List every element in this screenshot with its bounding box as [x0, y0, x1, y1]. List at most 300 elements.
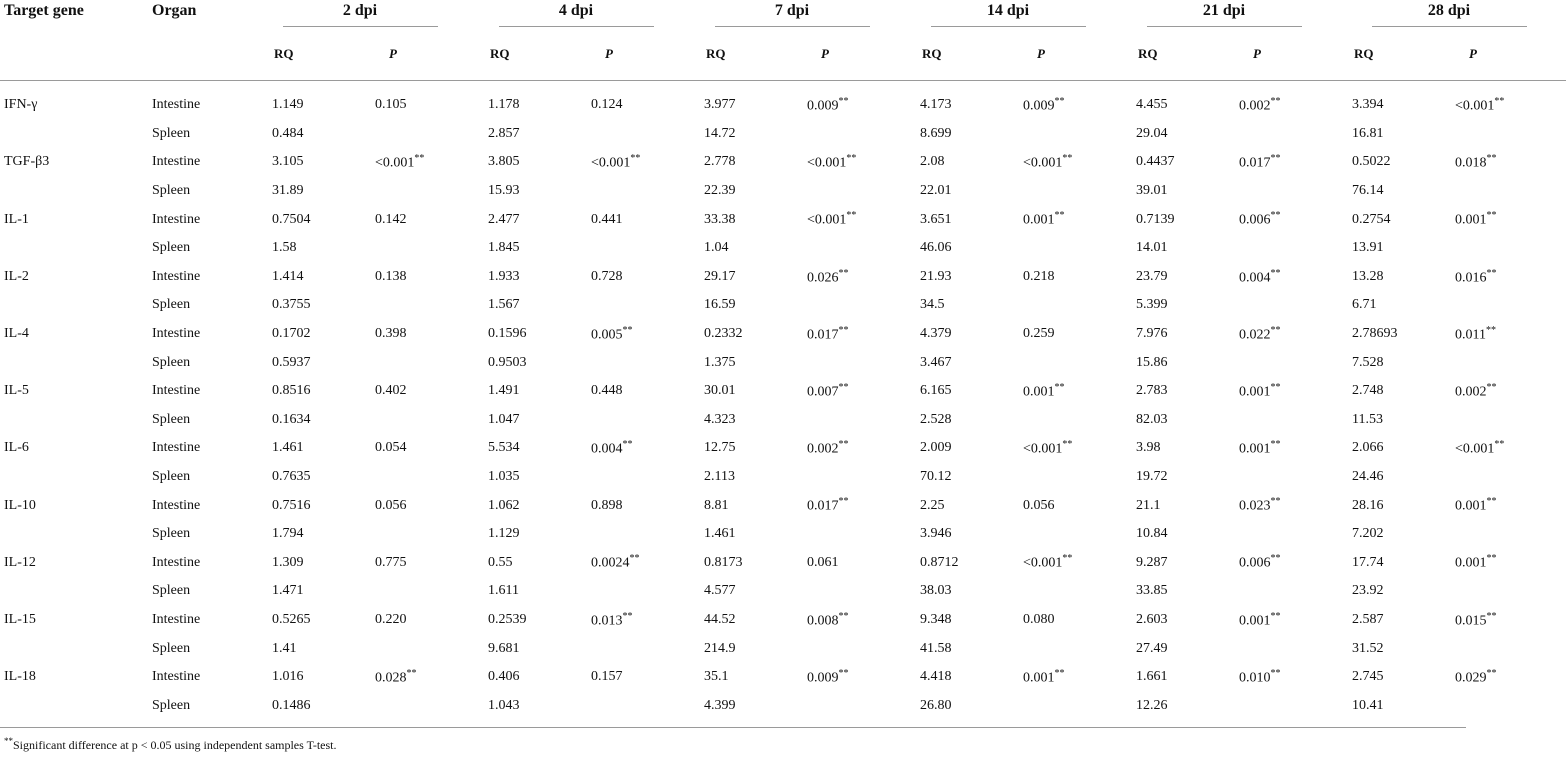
cell-target-gene: IL-12: [4, 554, 36, 570]
cell-rq-value: 2.25: [920, 497, 945, 513]
cell-p-value: [585, 348, 684, 377]
table-row: [0, 406, 1566, 435]
cell-organ: Spleen: [152, 240, 191, 256]
cell-p-value: [1233, 577, 1332, 606]
cell-rq-value: 28.16: [1352, 497, 1384, 513]
header-rq: RQ: [274, 46, 294, 61]
cell-p-value: 0.001**: [1455, 496, 1497, 514]
cell-p-value: 0.259: [1023, 326, 1055, 342]
cell-p-value: 0.728: [591, 268, 623, 284]
cell-rq-value: 0.5022: [1352, 154, 1391, 170]
cell-rq-value: 12.75: [704, 440, 736, 456]
cell-p-value: [1233, 177, 1332, 206]
cell-p-value: 0.220: [375, 611, 407, 627]
cell-p-value: [1233, 120, 1332, 149]
cell-rq-value: 1.567: [488, 297, 520, 313]
cell-rq-value: 2.477: [488, 211, 520, 227]
cell-p-value: [1449, 291, 1566, 320]
header-p: P: [389, 46, 397, 61]
cell-target-gene: IL-10: [4, 497, 36, 513]
cell-organ: Spleen: [152, 354, 191, 370]
cell-p-value: [1233, 691, 1332, 720]
cell-target-gene: [0, 348, 152, 377]
cell-organ: Spleen: [152, 183, 191, 199]
cell-rq-value: 29.17: [704, 268, 736, 284]
cell-p-value: [369, 463, 468, 492]
cell-p-value: [369, 291, 468, 320]
table-row: [0, 463, 1566, 492]
table-row: [0, 348, 1566, 377]
table-row: [0, 320, 1566, 349]
cell-rq-value: 1.375: [704, 354, 736, 370]
cell-p-value: [1017, 691, 1116, 720]
table-row: [0, 205, 1566, 234]
cell-rq-value: 19.72: [1136, 469, 1168, 485]
cell-rq-value: 12.26: [1136, 697, 1168, 713]
cell-organ: Spleen: [152, 411, 191, 427]
cell-target-gene: [0, 291, 152, 320]
cell-p-value: [1017, 577, 1116, 606]
cell-p-value: [369, 520, 468, 549]
cell-p-value: [585, 463, 684, 492]
cell-p-value: <0.001**: [1455, 439, 1505, 457]
cell-target-gene: IL-4: [4, 326, 29, 342]
cell-p-value: 0.008**: [807, 610, 849, 629]
header-timepoint: 2 dpi: [252, 0, 468, 32]
cell-rq-value: 1.461: [272, 440, 304, 456]
header-rq: RQ: [706, 46, 726, 61]
cell-p-value: <0.001**: [1023, 439, 1073, 457]
cell-organ: Intestine: [152, 383, 201, 399]
cell-organ: Spleen: [152, 697, 191, 713]
cell-rq-value: 0.8516: [272, 383, 311, 399]
cell-p-value: [801, 634, 900, 663]
header-rq: RQ: [1138, 46, 1158, 61]
cell-p-value: [1233, 520, 1332, 549]
cell-p-value: 0.002**: [1239, 95, 1281, 114]
header-p: P: [1253, 46, 1261, 61]
cell-p-value: <0.001**: [807, 210, 857, 228]
cell-p-value: [585, 577, 684, 606]
cell-rq-value: 0.9503: [488, 354, 527, 370]
cell-target-gene: [0, 463, 152, 492]
table-row: [0, 691, 1566, 720]
cell-rq-value: 0.406: [488, 669, 520, 685]
cell-p-value: 0.138: [375, 268, 407, 284]
cell-organ: Intestine: [152, 268, 201, 284]
cell-rq-value: 1.611: [488, 583, 519, 599]
cell-rq-value: 4.379: [920, 326, 952, 342]
table-row: [0, 234, 1566, 263]
cell-p-value: [1017, 348, 1116, 377]
cell-p-value: 0.002**: [807, 439, 849, 457]
cell-rq-value: 2.783: [1136, 383, 1168, 399]
cell-p-value: [1017, 520, 1116, 549]
cell-rq-value: 46.06: [920, 240, 952, 256]
table-row: [0, 377, 1566, 406]
cell-target-gene: IL-18: [4, 669, 36, 685]
cell-p-value: 0.004**: [591, 439, 633, 457]
table-row: [0, 291, 1566, 320]
cell-p-value: 0.142: [375, 211, 407, 227]
cell-p-value: 0.218: [1023, 268, 1055, 284]
cell-organ: Intestine: [152, 326, 201, 342]
cell-p-value: 0.013**: [591, 610, 633, 629]
cell-p-value: [1449, 348, 1566, 377]
cell-organ: Spleen: [152, 640, 191, 656]
cell-p-value: [1017, 463, 1116, 492]
header-p: P: [605, 46, 613, 61]
header-timepoint: 21 dpi: [1116, 0, 1332, 32]
cell-p-value: [1017, 634, 1116, 663]
cell-rq-value: 2.778: [704, 154, 736, 170]
cell-rq-value: 31.89: [272, 183, 304, 199]
cell-rq-value: 0.4437: [1136, 154, 1175, 170]
cell-rq-value: 3.805: [488, 154, 520, 170]
cell-p-value: 0.001**: [1023, 210, 1065, 228]
cell-p-value: [801, 234, 900, 263]
cell-rq-value: 9.287: [1136, 554, 1168, 570]
cell-rq-value: 15.86: [1136, 354, 1168, 370]
cell-rq-value: 0.8173: [704, 554, 743, 570]
cell-rq-value: 22.01: [920, 183, 952, 199]
cell-rq-value: 1.178: [488, 97, 520, 113]
cell-rq-value: 0.8712: [920, 554, 959, 570]
cell-p-value: 0.002**: [1455, 381, 1497, 400]
cell-rq-value: 1.04: [704, 240, 729, 256]
cell-p-value: 0.441: [591, 211, 623, 227]
header-timepoint: 28 dpi: [1332, 0, 1566, 32]
cell-p-value: [801, 291, 900, 320]
cell-rq-value: 34.5: [920, 297, 945, 313]
cell-rq-value: 2.113: [704, 469, 735, 485]
header-target-gene: Target gene: [4, 2, 84, 19]
cell-p-value: 0.022**: [1239, 324, 1281, 343]
cell-rq-value: 0.7139: [1136, 211, 1175, 227]
cell-rq-value: 14.72: [704, 125, 736, 141]
cell-rq-value: 0.3755: [272, 297, 311, 313]
cell-p-value: [1233, 634, 1332, 663]
header-p: P: [1469, 46, 1477, 61]
cell-rq-value: 5.399: [1136, 297, 1168, 313]
cell-p-value: [369, 406, 468, 435]
cell-rq-value: 0.7635: [272, 469, 311, 485]
cell-rq-value: 1.062: [488, 497, 520, 513]
cell-rq-value: 17.74: [1352, 554, 1384, 570]
cell-organ: Spleen: [152, 125, 191, 141]
cell-p-value: 0.007**: [807, 381, 849, 400]
cell-p-value: [801, 120, 900, 149]
cell-p-value: [1449, 234, 1566, 263]
table-row: [0, 634, 1566, 663]
cell-p-value: 0.001**: [1239, 610, 1281, 629]
cell-organ: Intestine: [152, 554, 201, 570]
cell-p-value: 0.009**: [1023, 95, 1065, 114]
cell-p-value: [1233, 291, 1332, 320]
cell-organ: Spleen: [152, 526, 191, 542]
cell-rq-value: 1.933: [488, 268, 520, 284]
cell-rq-value: 2.528: [920, 411, 952, 427]
cell-rq-value: 2.009: [920, 440, 952, 456]
table-row: [0, 577, 1566, 606]
cell-rq-value: 82.03: [1136, 411, 1168, 427]
table-row: [0, 263, 1566, 292]
cell-p-value: [1233, 348, 1332, 377]
footnote-text: Significant difference at p < 0.05 using independent samples T-test.: [13, 738, 337, 752]
cell-rq-value: 38.03: [920, 583, 952, 599]
cell-rq-value: 4.399: [704, 697, 736, 713]
cell-target-gene: TGF-β3: [4, 154, 50, 170]
cell-rq-value: 26.80: [920, 697, 952, 713]
cell-target-gene: [0, 691, 152, 720]
cell-p-value: [369, 348, 468, 377]
cell-rq-value: 3.977: [704, 97, 736, 113]
cell-rq-value: 0.55: [488, 554, 513, 570]
cell-rq-value: 31.52: [1352, 640, 1384, 656]
cell-rq-value: 0.1486: [272, 697, 311, 713]
header-timepoint: 4 dpi: [468, 0, 684, 32]
cell-p-value: 0.026**: [807, 267, 849, 286]
cell-p-value: [585, 234, 684, 263]
cell-p-value: [369, 177, 468, 206]
cell-rq-value: 1.309: [272, 554, 304, 570]
cell-rq-value: 1.414: [272, 268, 304, 284]
cell-rq-value: 1.41: [272, 640, 297, 656]
cell-p-value: 0.006**: [1239, 553, 1281, 572]
cell-rq-value: 44.52: [704, 611, 736, 627]
cell-p-value: 0.016**: [1455, 267, 1497, 286]
cell-organ: Intestine: [152, 440, 201, 456]
cell-rq-value: 13.28: [1352, 268, 1384, 284]
cell-organ: Intestine: [152, 611, 201, 627]
cell-p-value: 0.017**: [1239, 153, 1281, 171]
cell-rq-value: 1.491: [488, 383, 520, 399]
cell-rq-value: 1.047: [488, 411, 520, 427]
cell-rq-value: 5.534: [488, 440, 520, 456]
cell-p-value: [1449, 520, 1566, 549]
cell-p-value: 0.080: [1023, 611, 1055, 627]
table-row: [0, 606, 1566, 635]
cell-target-gene: IFN-γ: [4, 97, 38, 113]
cell-p-value: [1449, 177, 1566, 206]
cell-p-value: 0.448: [591, 383, 623, 399]
cell-p-value: [1449, 634, 1566, 663]
cell-rq-value: 3.98: [1136, 440, 1161, 456]
cell-p-value: [369, 634, 468, 663]
cell-target-gene: [0, 520, 152, 549]
footnote-mark: **: [4, 736, 13, 746]
cell-rq-value: 35.1: [704, 669, 729, 685]
cell-p-value: [585, 120, 684, 149]
cell-organ: Spleen: [152, 297, 191, 313]
cell-p-value: [1017, 234, 1116, 263]
cell-rq-value: 1.035: [488, 469, 520, 485]
cell-p-value: 0.124: [591, 97, 623, 113]
header-p: P: [821, 46, 829, 61]
cell-rq-value: 1.129: [488, 526, 520, 542]
cell-target-gene: [0, 234, 152, 263]
cell-p-value: 0.009**: [807, 667, 849, 686]
cell-rq-value: 8.81: [704, 497, 729, 513]
cell-organ: Spleen: [152, 583, 191, 599]
cell-rq-value: 27.49: [1136, 640, 1168, 656]
cell-p-value: [801, 577, 900, 606]
cell-rq-value: 4.323: [704, 411, 736, 427]
cell-p-value: [585, 691, 684, 720]
cell-organ: Intestine: [152, 97, 201, 113]
cell-p-value: <0.001**: [1023, 153, 1073, 171]
cell-rq-value: 2.745: [1352, 669, 1384, 685]
cell-p-value: [801, 406, 900, 435]
cell-rq-value: 9.681: [488, 640, 520, 656]
cell-rq-value: 0.2332: [704, 326, 743, 342]
cell-rq-value: 0.7504: [272, 211, 311, 227]
cell-rq-value: 4.577: [704, 583, 736, 599]
cell-p-value: 0.006**: [1239, 210, 1281, 228]
cell-rq-value: 9.348: [920, 611, 952, 627]
cell-p-value: 0.056: [1023, 497, 1055, 513]
cell-p-value: [585, 520, 684, 549]
cell-organ: Intestine: [152, 154, 201, 170]
table-row: [0, 177, 1566, 206]
table-row: [0, 148, 1566, 177]
cell-rq-value: 21.93: [920, 268, 952, 284]
cell-p-value: 0.029**: [1455, 667, 1497, 686]
cell-p-value: [1449, 463, 1566, 492]
cell-p-value: [1233, 234, 1332, 263]
header-timepoint: 14 dpi: [900, 0, 1116, 32]
cell-p-value: [1449, 691, 1566, 720]
cell-organ: Intestine: [152, 497, 201, 513]
cell-rq-value: 2.066: [1352, 440, 1384, 456]
cell-rq-value: 24.46: [1352, 469, 1384, 485]
cell-rq-value: 16.81: [1352, 125, 1384, 141]
cell-p-value: 0.0024**: [591, 553, 640, 572]
header-row-timepoints: [0, 0, 1566, 32]
cell-rq-value: 16.59: [704, 297, 736, 313]
cell-rq-value: 2.857: [488, 125, 520, 141]
footnote-divider: [0, 727, 1466, 728]
table-row: [0, 549, 1566, 578]
cell-p-value: 0.015**: [1455, 610, 1497, 629]
cell-rq-value: 2.603: [1136, 611, 1168, 627]
cell-rq-value: 22.39: [704, 183, 736, 199]
cell-organ: Intestine: [152, 211, 201, 227]
cell-rq-value: 0.1596: [488, 326, 527, 342]
cell-p-value: [1017, 291, 1116, 320]
cell-rq-value: 8.699: [920, 125, 952, 141]
cell-rq-value: 15.93: [488, 183, 520, 199]
cell-rq-value: 6.71: [1352, 297, 1377, 313]
cell-rq-value: 14.01: [1136, 240, 1168, 256]
cell-rq-value: 0.1702: [272, 326, 311, 342]
cell-p-value: [1017, 120, 1116, 149]
cell-rq-value: 0.5937: [272, 354, 311, 370]
cell-rq-value: 0.7516: [272, 497, 311, 513]
header-organ: Organ: [152, 2, 197, 19]
cell-p-value: 0.001**: [1239, 381, 1281, 400]
header-row-measures: [0, 32, 1566, 81]
cell-p-value: 0.001**: [1023, 381, 1065, 400]
cell-p-value: [801, 463, 900, 492]
cell-target-gene: IL-2: [4, 268, 29, 284]
cell-p-value: 0.005**: [591, 324, 633, 343]
cell-rq-value: 29.04: [1136, 125, 1168, 141]
cell-organ: Spleen: [152, 469, 191, 485]
cell-p-value: 0.028**: [375, 667, 417, 686]
cell-p-value: 0.054: [375, 440, 407, 456]
table-row: [0, 491, 1566, 520]
table-row: [0, 520, 1566, 549]
cell-rq-value: 2.587: [1352, 611, 1384, 627]
cell-rq-value: 7.976: [1136, 326, 1168, 342]
cell-p-value: 0.004**: [1239, 267, 1281, 286]
cell-p-value: 0.017**: [807, 496, 849, 514]
cell-p-value: [585, 406, 684, 435]
cell-p-value: 0.056: [375, 497, 407, 513]
cell-p-value: [369, 577, 468, 606]
cell-rq-value: 21.1: [1136, 497, 1161, 513]
cell-rq-value: 1.016: [272, 669, 304, 685]
cell-target-gene: [0, 120, 152, 149]
table-row: [0, 120, 1566, 149]
cell-p-value: 0.011**: [1455, 324, 1496, 343]
header-timepoint: 7 dpi: [684, 0, 900, 32]
cell-rq-value: 33.85: [1136, 583, 1168, 599]
cell-p-value: 0.775: [375, 554, 407, 570]
cell-rq-value: 3.651: [920, 211, 952, 227]
cell-rq-value: 0.1634: [272, 411, 311, 427]
cell-p-value: [1449, 120, 1566, 149]
cell-rq-value: 41.58: [920, 640, 952, 656]
cell-rq-value: 6.165: [920, 383, 952, 399]
table-row: [0, 434, 1566, 463]
cell-rq-value: 4.418: [920, 669, 952, 685]
cell-p-value: 0.010**: [1239, 667, 1281, 686]
cell-p-value: 0.001**: [1239, 439, 1281, 457]
cell-p-value: [1233, 406, 1332, 435]
cell-rq-value: 1.661: [1136, 669, 1168, 685]
cell-p-value: 0.398: [375, 326, 407, 342]
cell-p-value: 0.001**: [1455, 210, 1497, 228]
cell-p-value: <0.001**: [591, 153, 641, 171]
cell-rq-value: 0.5265: [272, 611, 311, 627]
cell-rq-value: 1.471: [272, 583, 304, 599]
cell-rq-value: 1.58: [272, 240, 297, 256]
cell-p-value: [801, 691, 900, 720]
cell-p-value: [1017, 177, 1116, 206]
cell-p-value: [801, 520, 900, 549]
cell-rq-value: 30.01: [704, 383, 736, 399]
cell-p-value: [369, 234, 468, 263]
cell-p-value: <0.001**: [1455, 95, 1505, 114]
cell-p-value: [801, 177, 900, 206]
cell-rq-value: 1.461: [704, 526, 736, 542]
cell-rq-value: 10.84: [1136, 526, 1168, 542]
cell-rq-value: 39.01: [1136, 183, 1168, 199]
cell-rq-value: 0.2754: [1352, 211, 1391, 227]
header-rq: RQ: [922, 46, 942, 61]
cell-p-value: 0.105: [375, 97, 407, 113]
cell-rq-value: 23.79: [1136, 268, 1168, 284]
cell-rq-value: 2.78693: [1352, 326, 1398, 342]
header-rq: RQ: [490, 46, 510, 61]
cell-rq-value: 3.946: [920, 526, 952, 542]
table-row: [0, 663, 1566, 692]
cell-target-gene: IL-6: [4, 440, 29, 456]
cell-p-value: 0.018**: [1455, 153, 1497, 171]
cell-target-gene: [0, 577, 152, 606]
